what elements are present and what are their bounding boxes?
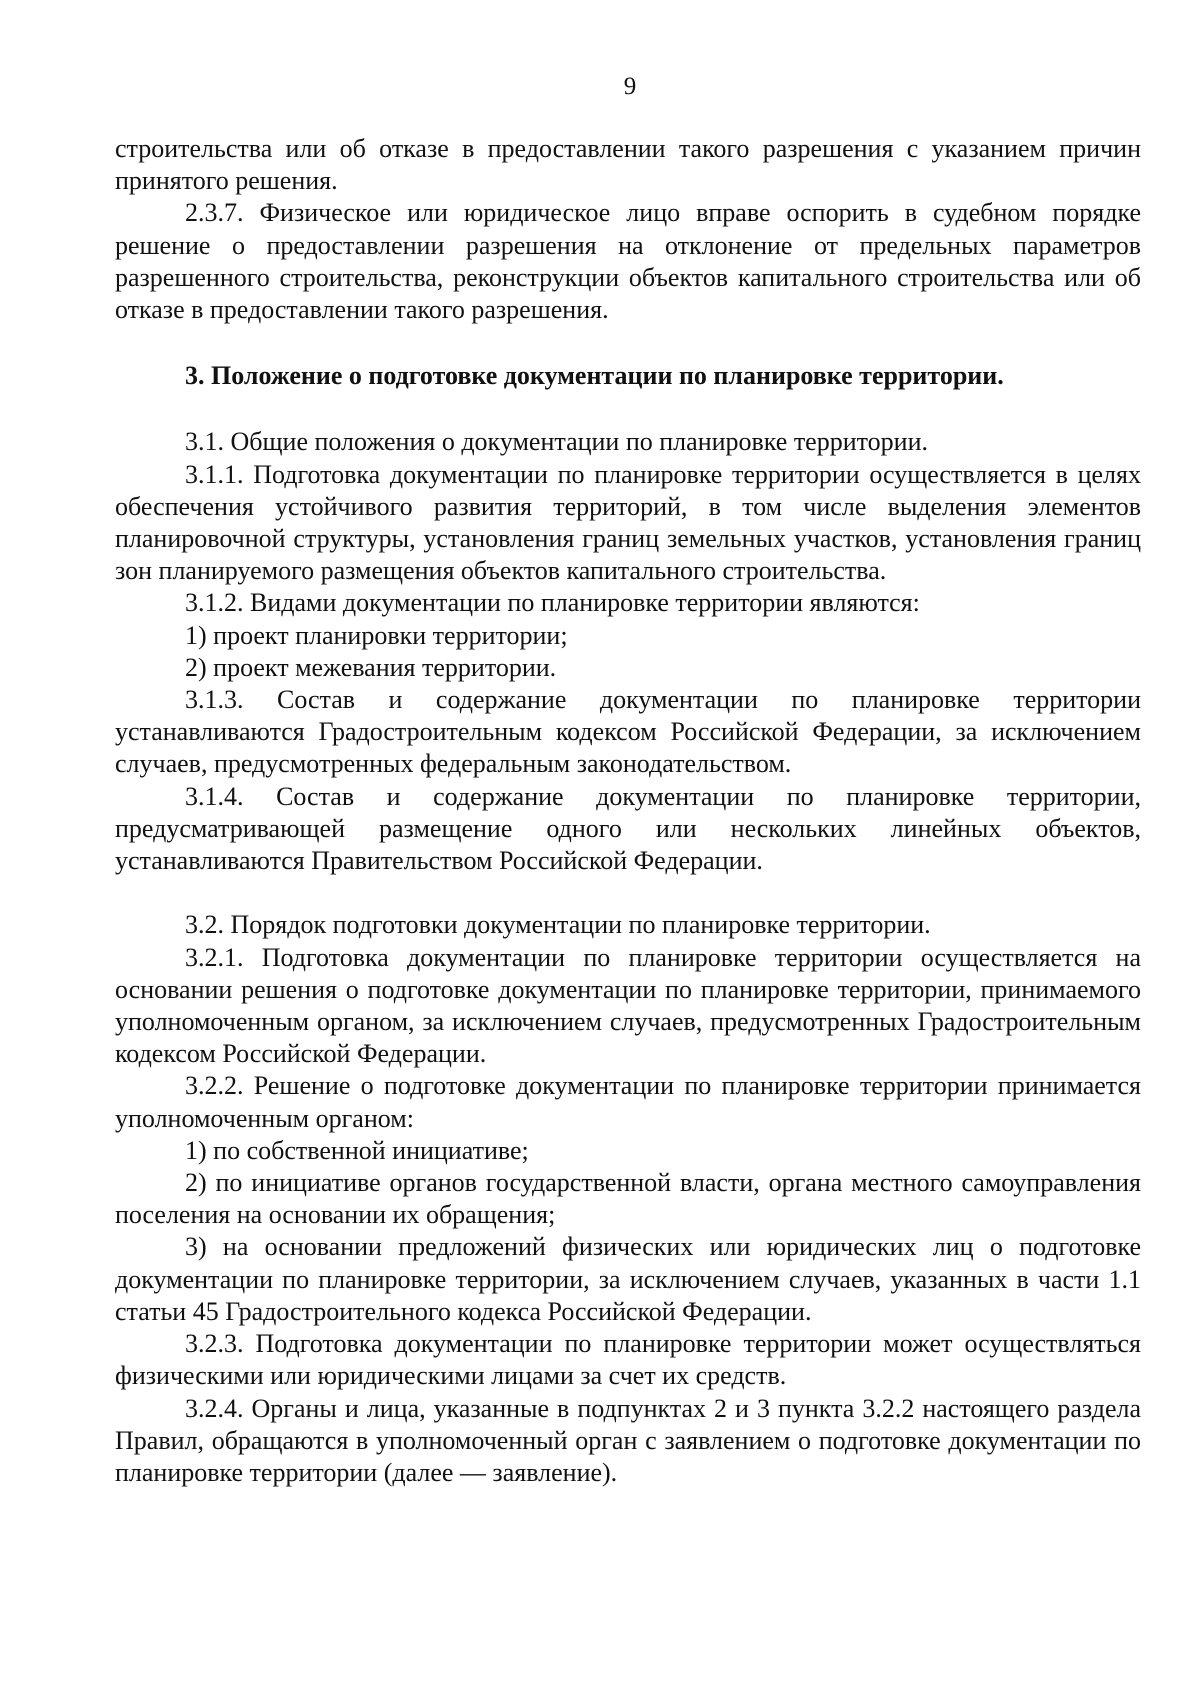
list-item-3-2-2-3: 3) на основании предложений физических или юридических лиц о подготовке документации по планировке территории, за исключением случаев, указанных в части 1.1 статьи 45 Градостроительного кодекса Российской Федерации. xyxy=(115,1232,1141,1326)
spacer xyxy=(115,877,1141,909)
paragraph-3-2-1: 3.2.1. Подготовка документации по планировке территории осуществляется на основании решения о подготовке документации по планировке территории, принимаемого уполномоченным органом, за исключением случаев, предусмотренных Градостроительным кодексом Российской Федерации. xyxy=(115,942,1141,1069)
list-item-3-2-2-1: 1) по собственной инициативе; xyxy=(185,1135,529,1165)
page-number: 9 xyxy=(623,73,637,100)
paragraph-3-2-4: 3.2.4. Органы и лица, указанные в подпунктах 2 и 3 пункта 3.2.2 настоящего раздела Правил, обращаются в уполномоченный орган с заявлением о подготовке документации по планировке территории (далее — заявление). xyxy=(115,1393,1141,1487)
list-item-3-1-2-1: 1) проект планировки территории; xyxy=(185,620,568,650)
paragraph-3-1-2: 3.1.2. Видами документации по планировке территории являются: xyxy=(185,588,920,618)
paragraph-3-1-1: 3.1.1. Подготовка документации по планировке территории осуществляется в целях обеспечения устойчивого развития территорий, в том числе выделения элементов планировочной структуры, установления границ земельных участков, установления границ зон планируемого размещения объектов капитального строительства. xyxy=(115,459,1141,586)
paragraph-3-1-3: 3.1.3. Состав и содержание документации по планировке территории устанавливаются Градостроительным кодексом Российской Федерации, за исключением случаев, предусмотренных федеральным законодательством. xyxy=(115,685,1141,779)
section-3-heading: 3. Положение о подготовке документации по планировке территории. xyxy=(185,361,1004,391)
paragraph-3-2: 3.2. Порядок подготовки документации по планировке территории. xyxy=(185,910,931,940)
document-body xyxy=(115,133,1141,1489)
paragraph-3-1-4: 3.1.4. Состав и содержание документации по планировке территории, предусматривающей размещение одного или нескольких линейных объектов, устанавливаются Правительством Российской Федерации. xyxy=(115,781,1141,876)
list-item-3-1-2-2: 2) проект межевания территории. xyxy=(185,652,557,682)
list-item-3-2-2-2: 2) по инициативе органов государственной власти, органа местного самоуправления поселения на основании их обращения; xyxy=(115,1168,1141,1230)
paragraph-3-2-3: 3.2.3. Подготовка документации по планировке территории может осуществляться физическими или юридическими лицами за счет их средств. xyxy=(115,1329,1141,1391)
paragraph-3-2-2: 3.2.2. Решение о подготовке документации по планировке территории принимается уполномоченным органом: xyxy=(115,1071,1141,1133)
paragraph-3-1: 3.1. Общие положения о документации по планировке территории. xyxy=(185,427,928,457)
paragraph-2-3-6-continuation: строительства или об отказе в предоставлении такого разрешения с указанием причин принятого решения. xyxy=(115,134,1141,196)
spacer xyxy=(115,392,1141,426)
paragraph-2-3-7: 2.3.7. Физическое или юридическое лицо вправе оспорить в судебном порядке решение о предоставлении разрешения на отклонение от предельных параметров разрешенного строительства, реконструкции объектов капитального строительства или об отказе в предоставлении такого разрешения. xyxy=(115,198,1141,325)
spacer xyxy=(115,326,1141,360)
